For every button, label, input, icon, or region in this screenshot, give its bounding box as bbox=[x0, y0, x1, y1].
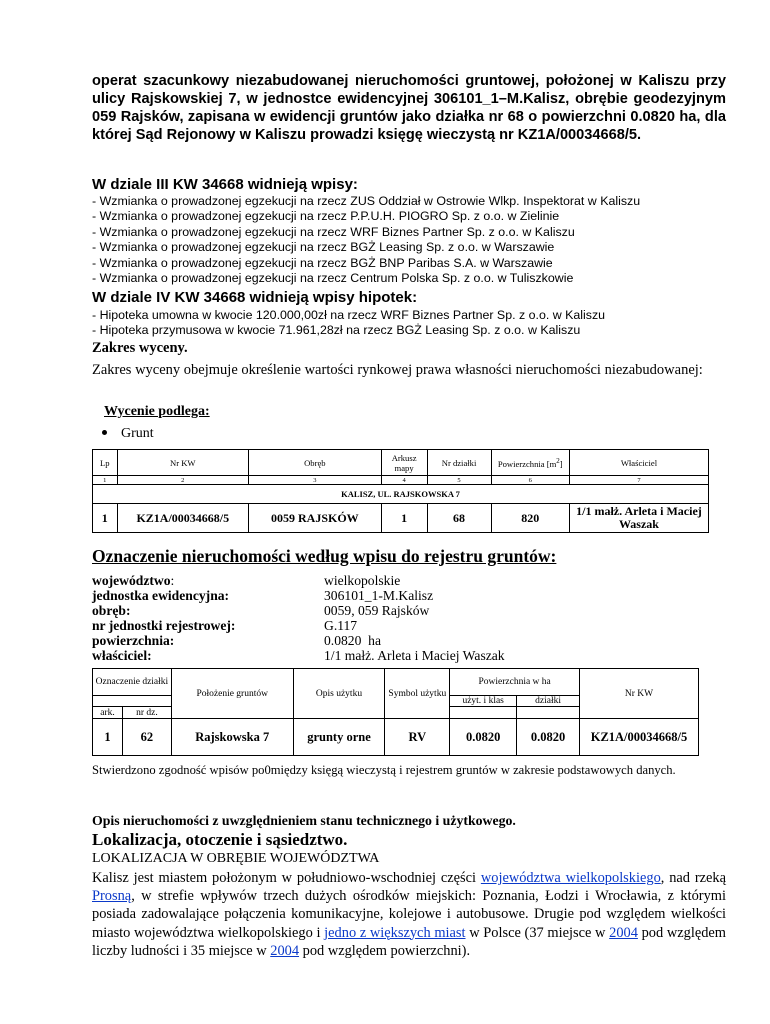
header-polozenie: Położenie gruntów bbox=[171, 669, 293, 719]
cell-obreb: 0059 RAJSKÓW bbox=[248, 504, 381, 533]
header-close: ] bbox=[559, 458, 563, 469]
col-number: 7 bbox=[569, 476, 708, 485]
field-label: jednostka ewidencyjna: bbox=[92, 588, 230, 603]
subject-heading: Wycenie podlega: bbox=[104, 404, 210, 419]
description-heading: Opis nieruchomości z uwzględnieniem stanu technicznego i użytkowego. bbox=[92, 813, 516, 828]
cell-polozenie: Rajskowska 7 bbox=[171, 719, 293, 756]
link-2004-a[interactable]: 2004 bbox=[609, 924, 638, 941]
field-label: województwo bbox=[92, 573, 171, 588]
header-powierzchnia: Powierzchnia w ha bbox=[450, 669, 580, 696]
field-value: 0.0820 ha bbox=[324, 633, 382, 648]
cell-lp: 1 bbox=[93, 504, 118, 533]
header-uzyt: użyt. i klas bbox=[450, 696, 517, 707]
cell-nrdz: 62 bbox=[122, 719, 171, 756]
field-value: 1/1 małż. Arleta i Maciej Waszak bbox=[324, 648, 505, 663]
registry-heading: Oznaczenie nieruchomości według wpisu do rejestru gruntów: bbox=[92, 546, 557, 566]
properties-table bbox=[92, 449, 709, 533]
header-oznaczenie: Oznaczenie działki bbox=[93, 669, 172, 696]
registry-field-wlasciciel bbox=[92, 648, 505, 663]
header-powierzchnia bbox=[491, 450, 569, 476]
text-run: , w strefie wpływów trzech dużych ośrodków miejskich: Poznania, Łodzi i Wrocławia, z którymi posiada zadowalające połączenia komunikacyjne, kolejowe i autobusowe. Drugie pod względem wielkości miasto województwa wielkopolskiego i bbox=[92, 888, 726, 941]
text-run: w Polsce (37 miejsce w bbox=[465, 924, 610, 941]
bullet-label: Grunt bbox=[121, 426, 154, 441]
cell-powierzchnia: 820 bbox=[491, 504, 569, 533]
registry-field-nr-jednostki bbox=[92, 618, 357, 633]
agreement-note: Stwierdzono zgodność wpisów po0między księgą wieczystą i rejestrem gruntów w zakresie podstawowych danych. bbox=[92, 763, 676, 777]
table-header-row bbox=[93, 669, 699, 696]
field-label-suffix: : bbox=[170, 573, 175, 588]
col-number: 3 bbox=[248, 476, 381, 485]
header-spacer bbox=[93, 696, 172, 707]
section4-heading: W dziale IV KW 34668 widnieją wpisy hipotek: bbox=[92, 289, 418, 306]
group-label: KALISZ, UL. RAJSKOWSKA 7 bbox=[93, 485, 709, 504]
list-item: - Hipoteka przymusowa w kwocie 71.961,28zł na rzecz BGŻ Leasing Sp. z o.o. w Kaliszu bbox=[92, 323, 581, 338]
col-number: 6 bbox=[491, 476, 569, 485]
field-label: nr jednostki rejestrowej: bbox=[92, 618, 236, 633]
cell-arkusz: 1 bbox=[381, 504, 427, 533]
cell-nr-kw: KZ1A/00034668/5 bbox=[117, 504, 248, 533]
registry-field-powierzchnia bbox=[92, 633, 381, 648]
header-symbol: Symbol użytku bbox=[385, 669, 450, 719]
header-spacer bbox=[450, 707, 517, 719]
field-value: G.117 bbox=[324, 618, 358, 633]
text-run: pod względem powierzchni). bbox=[299, 942, 471, 959]
col-number: 1 bbox=[93, 476, 118, 485]
scope-heading: Zakres wyceny. bbox=[92, 340, 188, 356]
intro-paragraph: operat szacunkowy niezabudowanej nieruchomości gruntowej, położonej w Kaliszu przy ulicy Rajskowskiej 7, w jednostce ewidencyjnej 306101_1–M.Kalisz, obrębie geodezyjnym 059 Rajsków, zapisana w ewidencji gruntów jako działka nr 68 o powierzchni 0.0820 ha, dla której Sąd Rejonowy w Kaliszu prowadzi księgę wieczystą nr KZ1A/00034668/5. bbox=[92, 73, 726, 143]
location-heading: Lokalizacja, otoczenie i sąsiedztwo. bbox=[92, 830, 348, 849]
list-item: - Wzmianka o prowadzonej egzekucji na rzecz BGŻ Leasing Sp. z o.o. w Warszawie bbox=[92, 240, 555, 255]
cell-ark: 1 bbox=[93, 719, 123, 756]
cell-dzialki: 0.0820 bbox=[517, 719, 580, 756]
section3-heading: W dziale III KW 34668 widnieją wpisy: bbox=[92, 176, 358, 193]
scope-text: Zakres wyceny obejmuje określenie wartości rynkowej prawa własności nieruchomości niezabudowanej: bbox=[92, 362, 703, 378]
cell-nrkw: KZ1A/00034668/5 bbox=[580, 719, 699, 756]
section4-list bbox=[92, 308, 605, 339]
col-number: 5 bbox=[427, 476, 491, 485]
cell-opis: grunty orne bbox=[293, 719, 385, 756]
link-2004-b[interactable]: 2004 bbox=[270, 942, 300, 959]
link-wojewodztwo[interactable]: województwa wielkopolskiego bbox=[480, 870, 661, 886]
table-row bbox=[93, 504, 709, 533]
cell-wlasciciel: 1/1 małż. Arleta i Maciej Waszak bbox=[569, 504, 708, 533]
list-item: - Wzmianka o prowadzonej egzekucji na rzecz WRF Biznes Partner Sp. z o.o. w Kaliszu bbox=[92, 224, 575, 239]
field-value: wielkopolskie bbox=[324, 573, 401, 588]
text-run: pod względem liczby ludności i 35 miejsce w bbox=[92, 924, 727, 959]
header-ark: ark. bbox=[93, 707, 123, 719]
registry-field-wojewodztwo bbox=[92, 573, 400, 588]
table-number-row bbox=[93, 476, 709, 485]
col-number: 2 bbox=[117, 476, 248, 485]
table-group-row bbox=[93, 485, 709, 504]
field-value: 306101_1-M.Kalisz bbox=[324, 588, 434, 603]
field-label: obręb: bbox=[92, 603, 131, 618]
list-item: - Wzmianka o prowadzonej egzekucji na rzecz BGŻ BNP Paribas S.A. w Warszawie bbox=[92, 255, 553, 270]
link-prosna[interactable]: Prosną bbox=[92, 888, 132, 905]
header-powierzchnia-label: Powierzchnia [m bbox=[497, 458, 557, 469]
col-number: 4 bbox=[381, 476, 427, 485]
registry-table bbox=[92, 668, 699, 756]
header-arkusz: Arkusz mapy bbox=[381, 450, 427, 476]
cell-symbol: RV bbox=[385, 719, 450, 756]
caps-heading: LOKALIZACJA W OBRĘBIE WOJEWÓDZTWA bbox=[92, 851, 380, 866]
header-obreb: Obręb bbox=[248, 450, 381, 476]
cell-uzyt: 0.0820 bbox=[450, 719, 517, 756]
bullet-dot-icon bbox=[102, 430, 107, 435]
header-spacer bbox=[517, 707, 580, 719]
header-sup: 2 bbox=[556, 456, 560, 465]
table-header-row bbox=[93, 450, 709, 476]
list-item: - Wzmianka o prowadzonej egzekucji na rzecz ZUS Oddział w Ostrowie Wlkp. Inspektorat w Kaliszu bbox=[92, 194, 641, 208]
header-nrdz: nr dz. bbox=[122, 707, 171, 719]
header-dzialki: działki bbox=[517, 696, 580, 707]
table-row bbox=[93, 719, 699, 756]
link-wieksze-miasta[interactable]: jedno z większych miast bbox=[324, 924, 466, 941]
list-item: - Wzmianka o prowadzonej egzekucji na rzecz P.P.U.H. PIOGRO Sp. z o.o. w Zielinie bbox=[92, 209, 560, 224]
cell-nr-dzialki: 68 bbox=[427, 504, 491, 533]
field-value: 0059, 059 Rajsków bbox=[324, 603, 430, 618]
text-run: , nad rzeką bbox=[660, 870, 726, 886]
bullet-item bbox=[100, 426, 154, 442]
header-nr-kw: Nr KW bbox=[117, 450, 248, 476]
field-label: właściciel: bbox=[92, 648, 152, 663]
list-item: - Wzmianka o prowadzonej egzekucji na rzecz Centrum Polska Sp. z o.o. w Tuliszkowie bbox=[92, 271, 574, 286]
list-item: - Hipoteka umowna w kwocie 120.000,00zł na rzecz WRF Biznes Partner Sp. z o.o. w Kaliszu bbox=[92, 308, 606, 322]
text-run: Kalisz jest miastem położonym w południowo-wschodniej części bbox=[92, 870, 481, 886]
registry-field-jednostka bbox=[92, 588, 433, 603]
field-label: powierzchnia: bbox=[92, 633, 175, 648]
header-lp: Lp bbox=[93, 450, 118, 476]
header-wlasciciel: Właściciel bbox=[569, 450, 708, 476]
section3-list bbox=[92, 194, 640, 286]
registry-field-obreb bbox=[92, 603, 429, 618]
location-paragraph bbox=[92, 869, 726, 960]
header-nr-dzialki: Nr działki bbox=[427, 450, 491, 476]
header-nr-kw: Nr KW bbox=[580, 669, 699, 719]
header-opis: Opis użytku bbox=[293, 669, 385, 719]
